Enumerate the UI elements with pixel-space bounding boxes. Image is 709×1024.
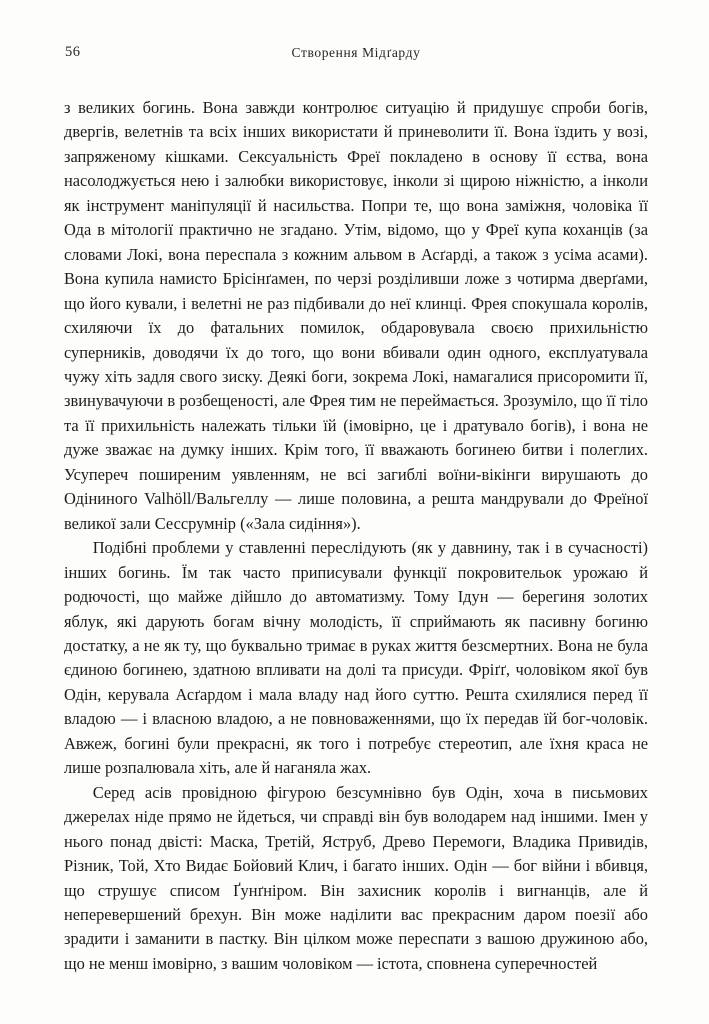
page-body: [64, 96, 648, 976]
paragraph: з великих богинь. Вона завжди контролює ситуацію й придушує спроби богів, двергів, велетнів та всіх інших використати й приневолити її. Вона їздить у возі, запряженому кішками. Сексуальність Фреї покладено в основу її єства, вона насолоджується нею і залюбки використовує, інколи зі щирою ніжністю, а інколи як інструмент маніпуляції й насильства. Попри те, що вона заміжня, чоловіка її Ода в мітології практично не згадано. Утім, відомо, що у Фреї купа коханців (за словами Локі, вона переспала з кожним альвом в Асґарді, а також з усіма асами). Вона купила намисто Брісінґамен, по черзі розділивши ложе з чотирма дверґами, що його кували, і велетні не раз підбивали до неї клинці. Фрея спокушала королів, схиляючи їх до фатальних помилок, обдаровувала своєю прихильністю суперників, доводячи їх до того, що вони вбивали один одного, експлуатувала чужу хіть задля свого зиску. Деякі боги, зокрема Локі, намагалися присоромити її, звинувачуючи в розбещеності, але Фрея тим не переймається. Зрозуміло, що її тіло та її прихильність належать тільки їй (імовірно, це і дратувало богів), і вона не дуже зважає на думку інших. Крім того, її вважають богинею битви і полеглих. Усупереч поширеним уявленням, не всі загиблі воїни-вікінги вирушають до Одіниного Valhöll/Вальгеллу — лише половина, а решта мандрували до Фреїної великої зали Сессрумнір («Зала сидіння»).: [64, 98, 648, 533]
page-number: 56: [65, 44, 81, 60]
page-header: [64, 42, 648, 62]
running-title: Створення Мідґарду: [291, 45, 421, 60]
paragraph: Подібні проблеми у ставленні переслідують (як у давнину, так і в сучасності) інших богинь. Їм так часто приписували функції покровительок урожаю й родючості, що майже дійшло до автоматизму. Тому Ідун — берегиня золотих яблук, які дарують богам вічну молодість, її сприймають як пасивну богиню достатку, а не як ту, що буквально тримає в руках життя безсмертних. Вона не була єдиною богинею, здатною впливати на долі та присуди. Фріґґ, чоловіком якої був Одін, керувала Асґардом і мала владу над його суттю. Решта схилялися перед її владою — і власною владою, а не повноваженнями, що їх передав їй бог-чоловік. Авжеж, богині були прекрасні, як того і потребує стереотип, але їхня краса не лише розпалювала хіть, але й наганяла жах.: [64, 538, 648, 778]
paragraph: Серед асів провідною фігурою безсумнівно був Одін, хоча в письмових джерелах ніде прямо не йдеться, чи справді він був володарем над іншими. Імен у нього понад двісті: Маска, Третій, Яструб, Древо Перемоги, Владика Привидів, Різник, Той, Хто Видає Бойовий Клич, і багато інших. Одін — бог війни і вбивця, що струшує списом Ґунґніром. Він захисник королів і вигнанців, але й неперевершений брехун. Він може наділити вас прекрасним даром поезії або зрадити і заманити в пастку. Він цілком може переспати з вашою дружиною або, що не менш імовірно, з вашим чоловіком — істота, сповнена суперечностей: [64, 782, 648, 973]
